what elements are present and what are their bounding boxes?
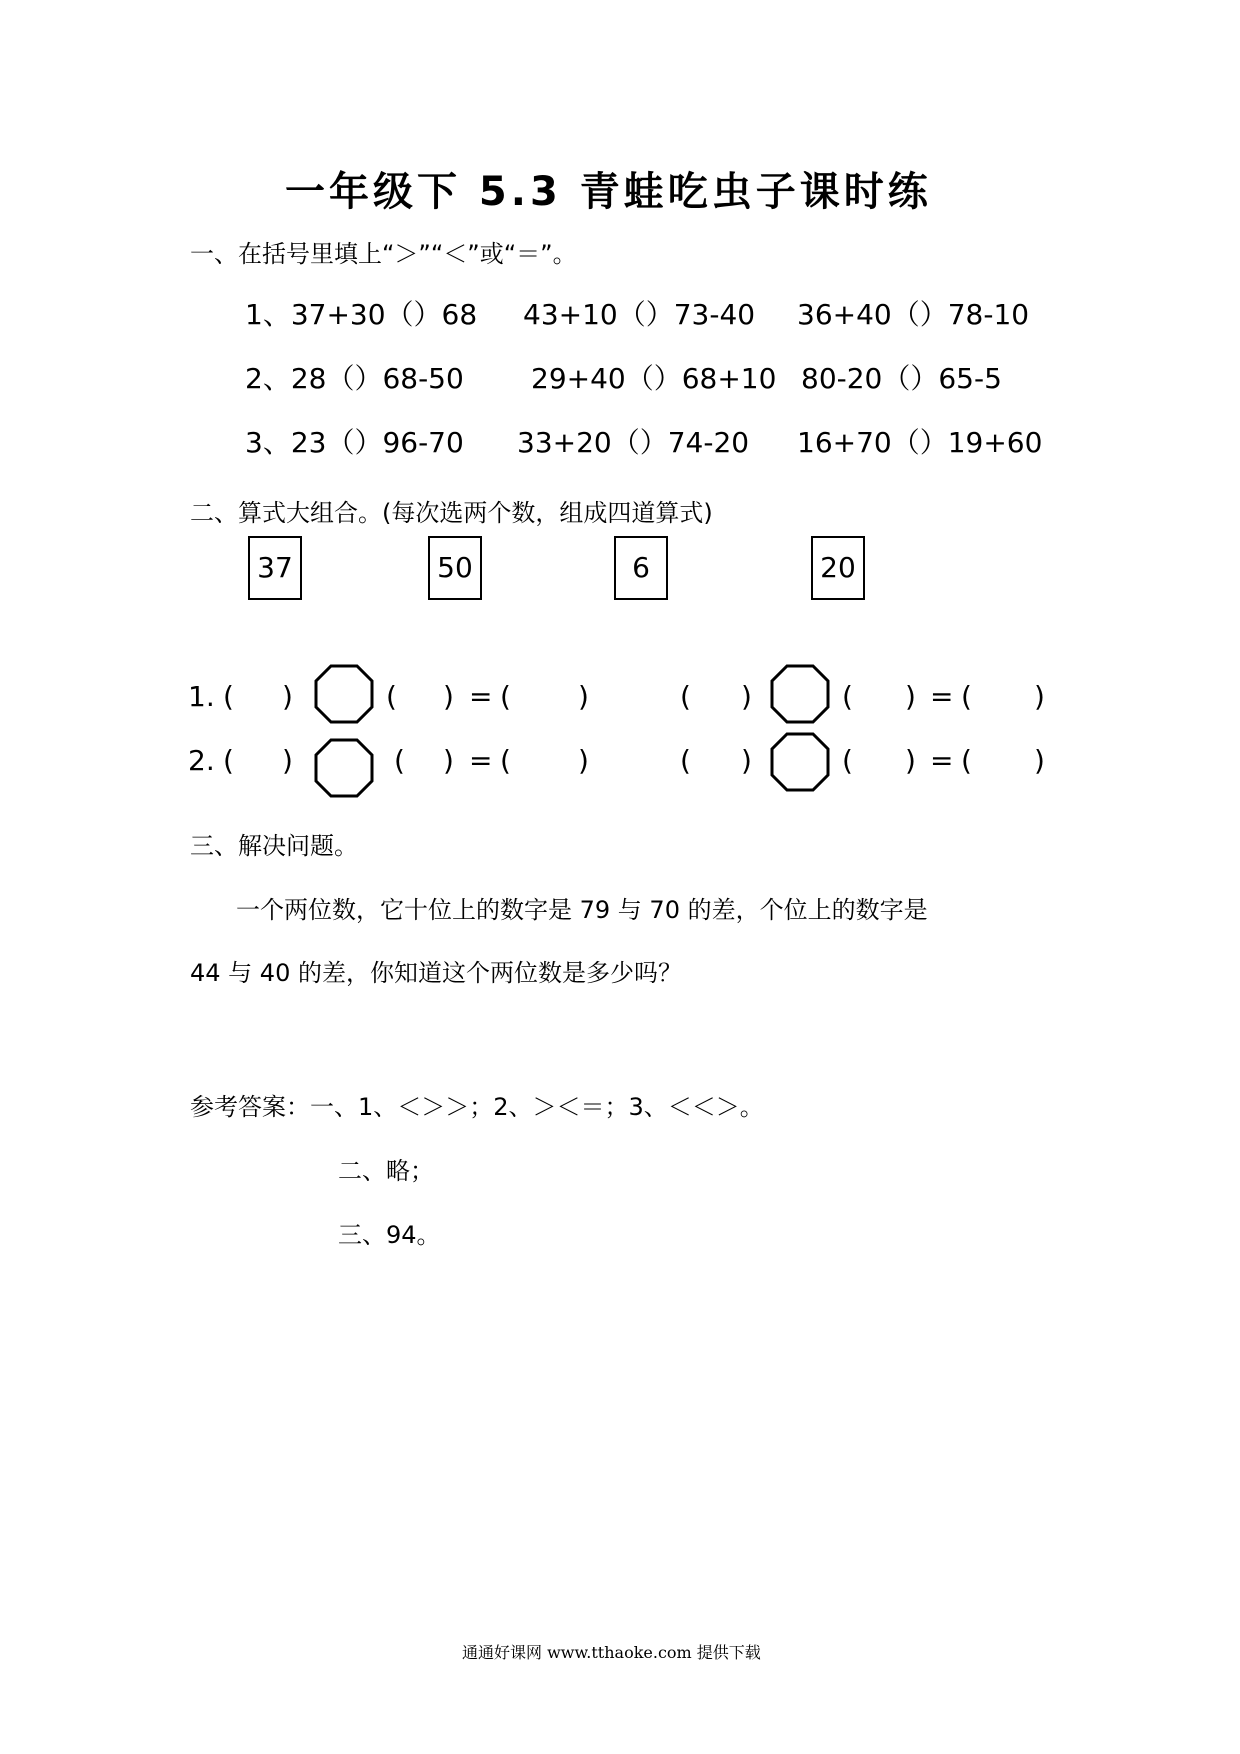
paren-open: ( [394, 744, 405, 777]
paren-close: ) [282, 744, 293, 777]
problem-text-line2: 44 与 40 的差，你知道这个两位数是多少吗？ [190, 959, 682, 987]
operator-octagon-icon [314, 664, 374, 724]
equals-sign: = [930, 680, 954, 713]
footer-credit: 通通好课网 www.tthaoke.com 提供下载 [462, 1643, 761, 1662]
compare-item: 80-20（）65-5 [801, 362, 1002, 395]
compare-item: 36+40（）78-10 [797, 298, 1030, 331]
paren-close: ) [443, 680, 454, 713]
paren-open: ( [223, 744, 234, 777]
paren-close: ) [282, 680, 293, 713]
problem-text-line1: 一个两位数，它十位上的数字是 79 与 70 的差，个位上的数字是 [236, 896, 928, 924]
section1-heading: 一、在括号里填上“＞”“＜”或“＝”。 [190, 240, 577, 268]
paren-close: ) [905, 744, 916, 777]
compare-item: 33+20（）74-20 [517, 426, 750, 459]
paren-close: ) [578, 744, 589, 777]
operator-octagon-icon [770, 664, 830, 724]
paren-close: ) [578, 680, 589, 713]
operator-octagon-icon [770, 732, 830, 792]
row-label: 1. [188, 680, 215, 713]
paren-open: ( [961, 680, 972, 713]
compare-item: 29+40（）68+10 [531, 362, 777, 395]
number-box: 6 [614, 536, 668, 600]
compare-item: 43+10（）73-40 [523, 298, 756, 331]
answer-line3: 三、94。 [338, 1221, 441, 1249]
paren-open: ( [386, 680, 397, 713]
equals-sign: = [469, 680, 493, 713]
paren-close: ) [741, 680, 752, 713]
answer-line1: 参考答案：一、1、＜＞＞；2、＞＜＝；3、＜＜＞。 [190, 1093, 764, 1121]
paren-open: ( [680, 680, 691, 713]
compare-item: 3、23（）96-70 [245, 426, 464, 459]
paren-open: ( [842, 680, 853, 713]
equals-sign: = [930, 744, 954, 777]
number-box: 37 [248, 536, 302, 600]
page-title: 一年级下 5.3 青蛙吃虫子课时练 [285, 169, 932, 215]
paren-close: ) [1034, 744, 1045, 777]
paren-close: ) [443, 744, 454, 777]
paren-close: ) [741, 744, 752, 777]
paren-open: ( [500, 680, 511, 713]
equals-sign: = [469, 744, 493, 777]
number-box: 50 [428, 536, 482, 600]
paren-close: ) [1034, 680, 1045, 713]
operator-octagon-icon [314, 738, 374, 798]
paren-open: ( [680, 744, 691, 777]
paren-open: ( [961, 744, 972, 777]
section3-heading: 三、解决问题。 [190, 832, 358, 860]
paren-close: ) [905, 680, 916, 713]
paren-open: ( [842, 744, 853, 777]
compare-item: 2、28（）68-50 [245, 362, 464, 395]
answer-line2: 二、略； [338, 1157, 434, 1185]
compare-item: 16+70（）19+60 [797, 426, 1043, 459]
section2-heading: 二、算式大组合。(每次选两个数，组成四道算式) [190, 499, 713, 527]
paren-open: ( [500, 744, 511, 777]
compare-item: 1、37+30（）68 [245, 298, 478, 331]
paren-open: ( [223, 680, 234, 713]
number-box: 20 [811, 536, 865, 600]
row-label: 2. [188, 744, 215, 777]
